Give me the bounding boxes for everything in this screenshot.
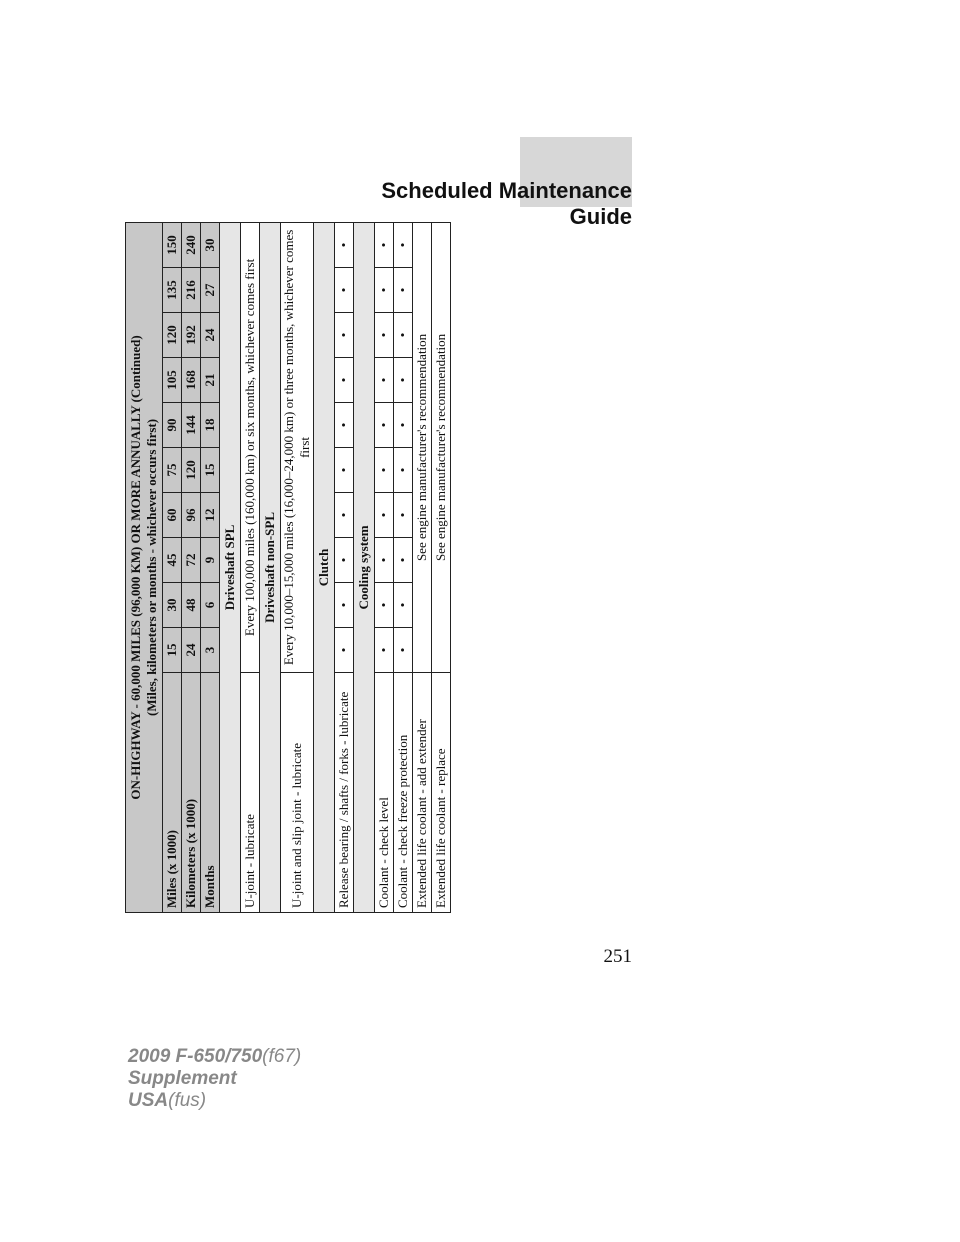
section-title: Clutch (314, 222, 335, 912)
interval-note: Every 100,000 miles (160,000 km) or six months, whichever comes first (241, 222, 260, 672)
interval-cell: 240 (182, 222, 201, 267)
footer-line-3 (128, 1090, 301, 1112)
interval-cell: 9 (201, 538, 220, 583)
page-number: 251 (603, 946, 632, 967)
interval-cell: 168 (182, 358, 201, 403)
interval-cell: 12 (201, 493, 220, 538)
service-dot: • (375, 313, 394, 358)
service-dot: • (335, 628, 354, 673)
interval-cell: 75 (163, 448, 182, 493)
service-dot: • (335, 268, 354, 313)
interval-cell: 6 (201, 583, 220, 628)
interval-cell: 150 (163, 222, 182, 267)
interval-cell: 24 (201, 313, 220, 358)
table-title-line2: (Miles, kilometers or months - whichever occurs first) (144, 418, 159, 716)
row-label: Kilometers (x 1000) (182, 673, 201, 913)
page-header-title: Scheduled Maintenance Guide (381, 178, 632, 229)
interval-cell: 3 (201, 628, 220, 673)
table-row (335, 222, 354, 912)
service-dot: • (394, 628, 413, 673)
service-dot: • (394, 268, 413, 313)
service-dot: • (394, 403, 413, 448)
table-row (241, 222, 260, 912)
section-title: Driveshaft non-SPL (260, 222, 281, 912)
service-dot: • (335, 222, 354, 267)
section-clutch (314, 222, 335, 912)
interval-cell: 27 (201, 268, 220, 313)
table-row (375, 222, 394, 912)
service-dot: • (375, 493, 394, 538)
service-dot: • (375, 403, 394, 448)
table-row (394, 222, 413, 912)
maintenance-table-rotated (125, 223, 485, 913)
maintenance-table (125, 222, 451, 913)
footer-region: USA (128, 1090, 169, 1111)
interval-cell: 105 (163, 358, 182, 403)
service-dot: • (394, 448, 413, 493)
service-dot: • (375, 583, 394, 628)
interval-cell: 96 (182, 493, 201, 538)
task-label: U-joint - lubricate (241, 673, 260, 913)
service-dot: • (375, 628, 394, 673)
table-title-line1: ON-HIGHWAY - 60,000 MILES (96,000 KM) OR MORE ANNUALLY (Continued) (128, 335, 143, 800)
interval-cell: 72 (182, 538, 201, 583)
interval-cell: 144 (182, 403, 201, 448)
task-label: Coolant - check freeze protection (394, 673, 413, 913)
service-dot: • (335, 313, 354, 358)
section-driveshaft-nonspl (260, 222, 281, 912)
task-label: Extended life coolant - add extender (413, 673, 432, 913)
section-cooling (354, 222, 375, 912)
interval-cell: 90 (163, 403, 182, 448)
service-dot: • (335, 538, 354, 583)
service-dot: • (335, 583, 354, 628)
interval-cell: 216 (182, 268, 201, 313)
service-dot: • (335, 358, 354, 403)
document-footer (128, 1046, 301, 1112)
table-row (281, 222, 314, 912)
interval-note: See engine manufacturer's recommendation (413, 222, 432, 672)
service-dot: • (335, 493, 354, 538)
section-title: Cooling system (354, 222, 375, 912)
row-label: Months (201, 673, 220, 913)
footer-model: 2009 F-650/750 (128, 1046, 263, 1067)
service-dot: • (394, 358, 413, 403)
table-row (432, 222, 451, 912)
section-title: Driveshaft SPL (220, 222, 241, 912)
interval-cell: 15 (201, 448, 220, 493)
footer-supplement: Supplement (128, 1068, 237, 1089)
service-dot: • (375, 268, 394, 313)
service-dot: • (394, 583, 413, 628)
table-title (126, 222, 163, 912)
footer-line-1 (128, 1046, 301, 1068)
interval-cell: 60 (163, 493, 182, 538)
footer-line-2 (128, 1068, 301, 1090)
service-dot: • (394, 313, 413, 358)
table-row (413, 222, 432, 912)
kilometers-row (182, 222, 201, 912)
interval-cell: 45 (163, 538, 182, 583)
interval-note: See engine manufacturer's recommendation (432, 222, 451, 672)
section-driveshaft-spl (220, 222, 241, 912)
interval-cell: 48 (182, 583, 201, 628)
service-dot: • (394, 493, 413, 538)
service-dot: • (375, 358, 394, 403)
interval-cell: 24 (182, 628, 201, 673)
task-label: U-joint and slip joint - lubricate (281, 673, 314, 913)
interval-cell: 192 (182, 313, 201, 358)
miles-row (163, 222, 182, 912)
interval-cell: 120 (163, 313, 182, 358)
footer-region-code: (fus) (168, 1090, 207, 1111)
task-label: Coolant - check level (375, 673, 394, 913)
months-row (201, 222, 220, 912)
interval-note: Every 10,000–15,000 miles (16,000–24,000 km) or three months, whichever comes first (281, 222, 314, 672)
service-dot: • (394, 222, 413, 267)
interval-cell: 18 (201, 403, 220, 448)
task-label: Extended life coolant - replace (432, 673, 451, 913)
service-dot: • (375, 222, 394, 267)
interval-cell: 135 (163, 268, 182, 313)
service-dot: • (375, 448, 394, 493)
interval-cell: 30 (201, 222, 220, 267)
footer-model-code: (f67) (262, 1046, 302, 1067)
row-label: Miles (x 1000) (163, 673, 182, 913)
interval-cell: 15 (163, 628, 182, 673)
service-dot: • (394, 538, 413, 583)
interval-cell: 21 (201, 358, 220, 403)
service-dot: • (335, 403, 354, 448)
task-label: Release bearing / shafts / forks - lubricate (335, 673, 354, 913)
service-dot: • (375, 538, 394, 583)
service-dot: • (335, 448, 354, 493)
interval-cell: 30 (163, 583, 182, 628)
interval-cell: 120 (182, 448, 201, 493)
